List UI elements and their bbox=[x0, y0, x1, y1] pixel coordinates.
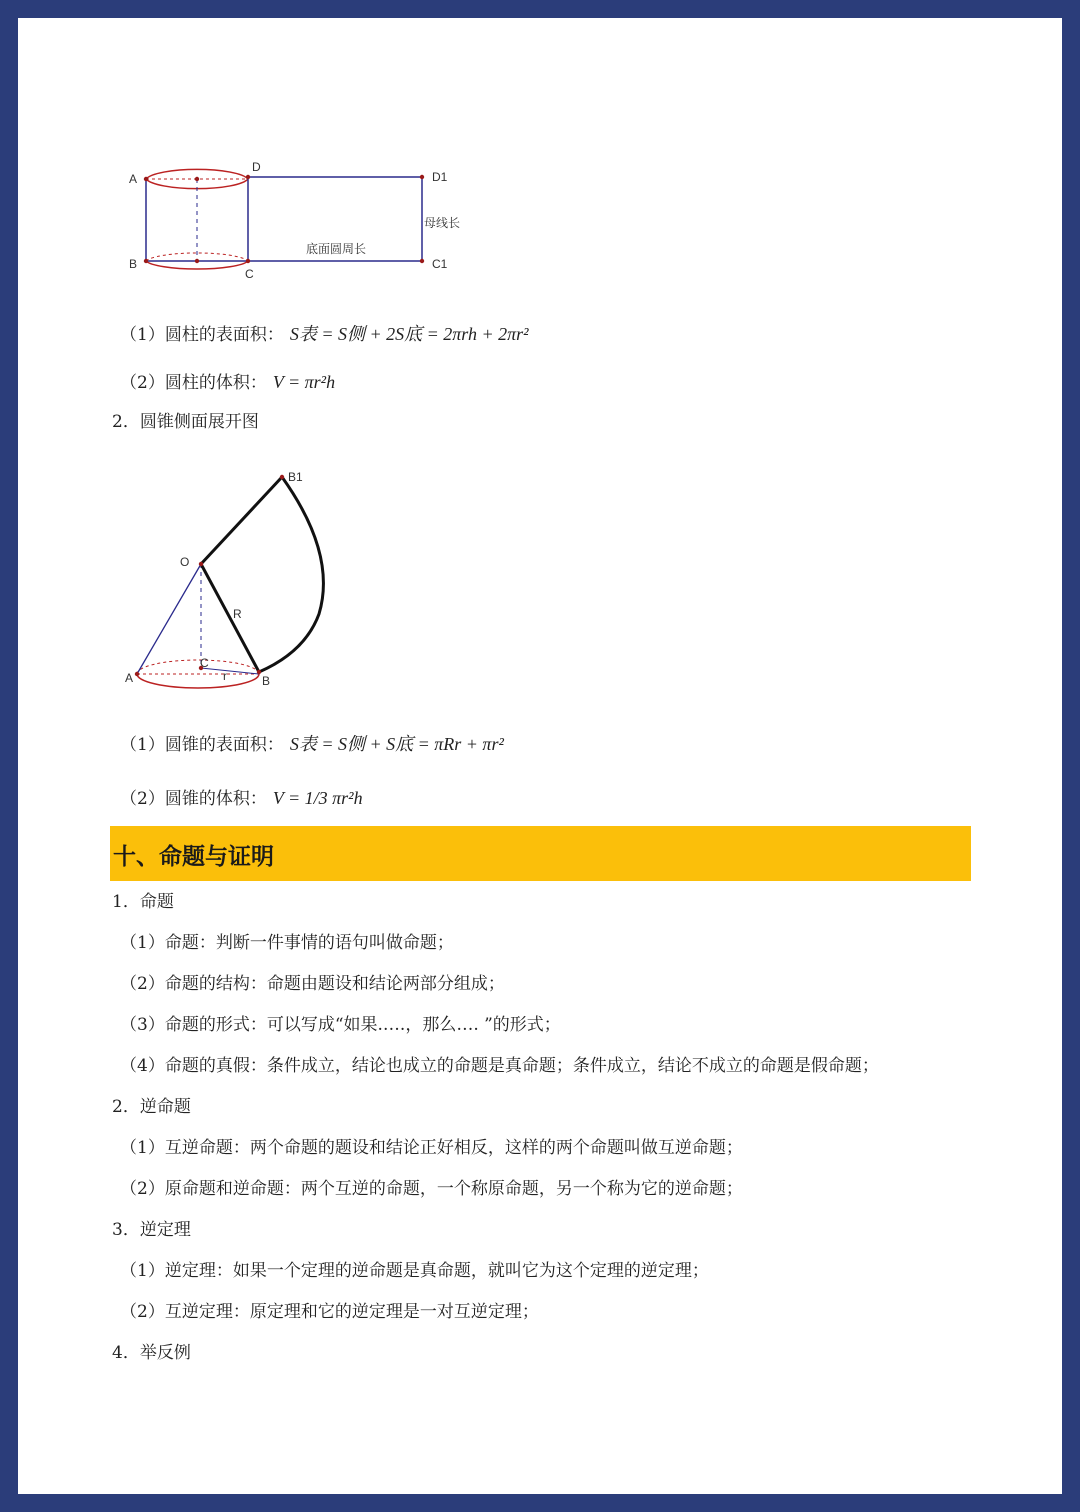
cone-volume-line bbox=[120, 786, 363, 811]
heading-converse: 2．逆命题 bbox=[112, 1097, 191, 1117]
point-a bbox=[144, 177, 148, 181]
point-o bbox=[199, 562, 203, 566]
point-b bbox=[144, 259, 148, 263]
sector-arc bbox=[259, 477, 323, 672]
item-proposition-form: （3）命题的形式：可以写成“如果.….，那么…. ”的形式； bbox=[120, 1015, 561, 1035]
item-proposition-truth: （4）命题的真假：条件成立，结论也成立的命题是真命题；条件成立，结论不成立的命题是假命题； bbox=[120, 1056, 879, 1076]
point-d bbox=[246, 175, 250, 179]
cylinder-unfold-figure bbox=[110, 150, 490, 290]
point-c bbox=[246, 259, 250, 263]
heading-converse-theorem: 3．逆定理 bbox=[112, 1220, 191, 1240]
item-mutual-converse: （1）互逆命题：两个命题的题设和结论正好相反，这样的两个命题叫做互逆命题； bbox=[120, 1138, 743, 1158]
point-d1 bbox=[420, 175, 424, 179]
item-mutual-converse-theorem: （2）互逆定理：原定理和它的逆定理是一对互逆定理； bbox=[120, 1302, 539, 1322]
point-top-center bbox=[195, 177, 199, 181]
label-b: B bbox=[262, 674, 271, 688]
cone-volume-label: （2）圆锥的体积： bbox=[120, 789, 267, 809]
point-bottom-center bbox=[195, 259, 199, 263]
sector-radius-ob1 bbox=[201, 477, 282, 564]
section-title: 十、命题与证明 bbox=[113, 844, 274, 870]
label-r-small: r bbox=[223, 669, 227, 683]
item-proposition-structure: （2）命题的结构：命题由题设和结论两部分组成； bbox=[120, 974, 505, 994]
cone-surface-line bbox=[120, 732, 504, 757]
cylinder-volume-label: （2）圆柱的体积： bbox=[120, 373, 267, 393]
label-a: A bbox=[129, 172, 138, 186]
label-d: D bbox=[252, 160, 261, 174]
item-converse-theorem: （1）逆定理：如果一个定理的逆命题是真命题，就叫它为这个定理的逆定理； bbox=[120, 1261, 709, 1281]
label-c1: C1 bbox=[432, 257, 448, 271]
point-c1 bbox=[420, 259, 424, 263]
cylinder-surface-formula: S表 = S侧 + 2S底 = 2πrh + 2πr² bbox=[289, 324, 529, 344]
cylinder-volume-formula: V = πr²h bbox=[272, 372, 336, 392]
cone-unfold-figure bbox=[115, 462, 345, 694]
point-b1 bbox=[280, 475, 284, 479]
item-proposition-definition: （1）命题：判断一件事情的语句叫做命题； bbox=[120, 933, 454, 953]
label-generatrix: 母线长 bbox=[424, 216, 461, 230]
cone-radius bbox=[201, 668, 259, 674]
cone-left-slant bbox=[137, 564, 201, 674]
label-a: A bbox=[125, 671, 134, 685]
label-circumference: 底面圆周长 bbox=[306, 242, 367, 256]
sector-radius-ob bbox=[201, 564, 259, 672]
cone-base-front bbox=[137, 674, 259, 688]
label-o: O bbox=[180, 555, 190, 569]
cylinder-volume-line bbox=[120, 370, 335, 395]
label-b1: B1 bbox=[288, 470, 303, 484]
point-a bbox=[135, 672, 139, 676]
item-original-converse: （2）原命题和逆命题：两个互逆的命题，一个称原命题，另一个称为它的逆命题； bbox=[120, 1179, 743, 1199]
label-c: C bbox=[200, 656, 209, 670]
cone-heading: 2．圆锥侧面展开图 bbox=[112, 412, 259, 432]
cylinder-surface-line bbox=[120, 322, 529, 347]
label-b: B bbox=[129, 257, 138, 271]
heading-counterexample: 4．举反例 bbox=[112, 1343, 191, 1363]
cone-surface-label: （1）圆锥的表面积： bbox=[120, 735, 284, 755]
label-r-big: R bbox=[233, 607, 242, 621]
label-d1: D1 bbox=[432, 170, 448, 184]
cone-volume-formula: V = 1/3 πr²h bbox=[272, 788, 363, 808]
label-c: C bbox=[245, 267, 254, 281]
heading-proposition: 1．命题 bbox=[112, 892, 174, 912]
cylinder-surface-label: （1）圆柱的表面积： bbox=[120, 325, 284, 345]
point-b bbox=[257, 670, 261, 674]
cone-surface-formula: S表 = S侧 + S底 = πRr + πr² bbox=[289, 734, 504, 754]
